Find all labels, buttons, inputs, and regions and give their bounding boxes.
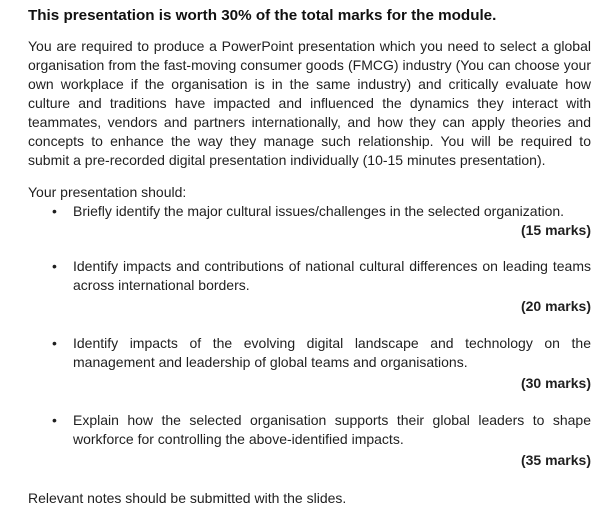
bullet-icon: •	[52, 203, 57, 219]
bullet-icon: •	[52, 412, 57, 428]
requirement-text: Briefly identify the major cultural issues/challenges in the selected organization.	[73, 203, 565, 219]
requirement-item	[28, 411, 591, 470]
requirements-list	[28, 202, 591, 470]
presentation-requirements-lead: Your presentation should:	[28, 184, 187, 200]
requirement-item	[28, 202, 591, 240]
assignment-description: You are required to produce a PowerPoint presentation which you need to select a global organisation from the fast-moving consumer goods (FMCG) industry (You can choose your own workplace if the organisation is in the same industry) and critically evaluate how culture and traditions have impacted and influenced the dynamics they interact with teammates, vendors and partners internationally, and how they can apply theories and concepts to enhance the way they manage such relationship. You will be required to submit a pre-recorded digital presentation individually (10-15 minutes presentation).	[28, 38, 591, 168]
assignment-weighting-heading: This presentation is worth 30% of the total marks for the module.	[28, 7, 497, 24]
requirement-marks: (35 marks)	[520, 452, 591, 468]
requirement-marks: (15 marks)	[520, 222, 591, 238]
requirement-marks: (20 marks)	[520, 298, 591, 314]
requirement-item	[28, 334, 591, 393]
requirement-text: Identify impacts of the evolving digital landscape and technology on the management and leadership of global teams and organisations.	[73, 335, 591, 370]
submission-note: Relevant notes should be submitted with the slides.	[28, 490, 347, 506]
requirement-text: Explain how the selected organisation supports their global leaders to shape workforce for controlling the above-identified impacts.	[73, 412, 591, 447]
bullet-icon: •	[52, 258, 57, 274]
bullet-icon: •	[52, 335, 57, 351]
requirement-text: Identify impacts and contributions of national cultural differences on leading teams across international borders.	[73, 258, 591, 293]
requirement-item	[28, 257, 591, 316]
requirement-marks: (30 marks)	[520, 375, 591, 391]
